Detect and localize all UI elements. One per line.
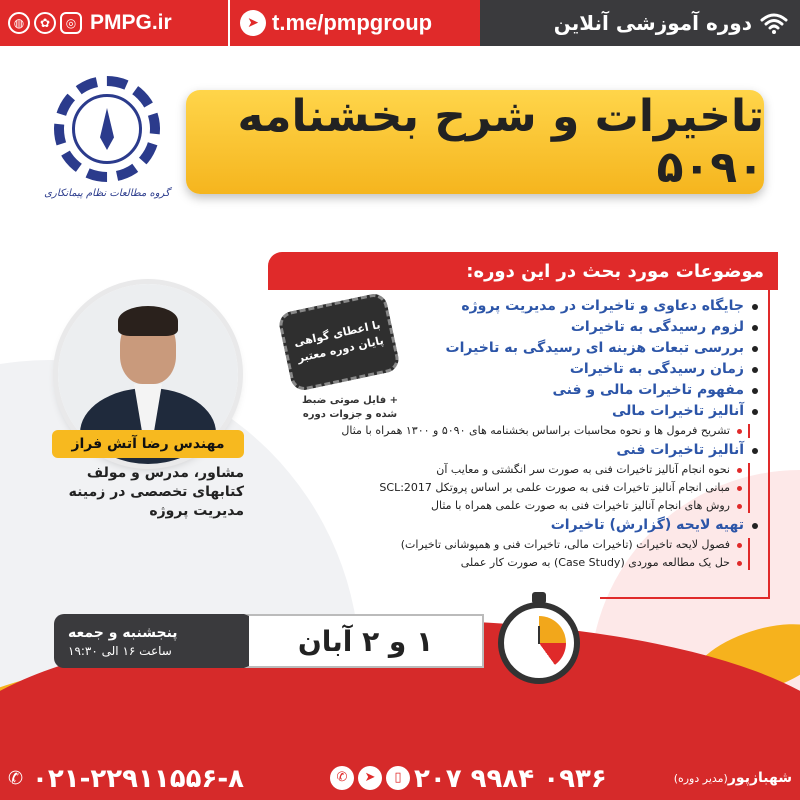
whatsapp-icon[interactable]: ✆: [330, 766, 354, 790]
aparat-icon: ✿: [34, 12, 56, 34]
telegram-icon[interactable]: ➤: [358, 766, 382, 790]
subtopic-item: روش های انجام آنالیز تاخیرات فنی به صورت علمی همراه با مثال: [278, 497, 758, 515]
subtopic-item: فصول لایحه تاخیرات (تاخیرات مالی، تاخیرات فنی و همپوشانی تاخیرات): [278, 536, 758, 554]
course-title: تاخیرات و شرح بخشنامه ۵۰۹۰: [237, 91, 764, 193]
contact-role: (مدیر دوره): [673, 772, 728, 785]
photo-hair: [118, 306, 178, 336]
subtopic-item: حل یک مطالعه موردی (Case Study) به صورت کار عملی: [278, 554, 758, 572]
topics-divider: [600, 597, 770, 599]
topic-item: تهیه لایحه (گزارش) تاخیرات: [278, 515, 758, 536]
topics-divider: [768, 290, 770, 598]
topic-item: آنالیز تاخیرات فنی: [278, 440, 758, 461]
topic-item: بررسی تبعات هزینه ای رسیدگی به تاخیرات: [278, 338, 758, 359]
logo-caption: گروه مطالعات نظام پیمانکاری: [44, 188, 170, 199]
instagram-icon: ◎: [60, 12, 82, 34]
subtopic-item: تشریح فرمول ها و نحوه محاسبات براساس بخشنامه های ۵۰۹۰ و ۱۳۰۰ همراه با مثال: [278, 422, 758, 440]
contact-name: شهبازپور: [727, 770, 792, 786]
telegram-icon: ➤: [240, 10, 266, 36]
wifi-icon: [760, 11, 788, 35]
topic-item: لزوم رسیدگی به تاخیرات: [278, 317, 758, 338]
subtopic-item: نحوه انجام آنالیز تاخیرات فنی به صورت سر انگشتی و معایب آن: [278, 461, 758, 479]
topics-heading-bar: [268, 252, 778, 290]
course-type-label: [480, 0, 800, 46]
mobile-phone[interactable]: ۰۹۳۶ ۹۹۸۴ ۲۰۷: [414, 764, 607, 794]
topic-item: جایگاه دعاوی و تاخیرات در مدیریت پروژه: [278, 296, 758, 317]
schedule-days: پنجشنبه و جمعه: [68, 624, 178, 641]
subtopic-group: [278, 536, 758, 572]
globe-icon: ◍: [8, 12, 30, 34]
presenter-name-bar: [52, 430, 244, 458]
messenger-icons: [330, 766, 410, 790]
topic-item: آنالیز تاخیرات مالی: [278, 401, 758, 422]
top-bar: [0, 0, 800, 46]
telegram-text: t.me/pmpgroup: [272, 10, 433, 35]
schedule-date: ۱ و ۲ آبان: [297, 624, 434, 658]
organization-logo: [42, 76, 172, 216]
stopwatch-icon: [494, 592, 586, 684]
office-phone[interactable]: ۰۲۱-۲۲۹۱۱۵۵۶-۸: [32, 764, 245, 794]
course-type-text: دوره آموزشی آنلاین: [553, 11, 752, 35]
topic-item: زمان رسیدگی به تاخیرات: [278, 359, 758, 380]
schedule-days-time: [54, 614, 244, 668]
subtopic-item: مبانی انجام آنالیز تاخیرات فنی به صورت علمی بر اساس پروتکل SCL:2017: [278, 479, 758, 497]
subtopic-group: [278, 461, 758, 515]
schedule-date-box: [244, 614, 484, 668]
footer-contact: [0, 756, 800, 800]
telegram-link[interactable]: [228, 0, 480, 46]
title-banner: [186, 90, 764, 194]
website-text: PMPG.ir: [90, 11, 172, 34]
schedule-time: ساعت ۱۶ الی ۱۹:۳۰: [68, 643, 172, 658]
website-link[interactable]: [0, 0, 228, 46]
materials-note: + فایل صوتی ضبط شده و جزوات دوره: [301, 395, 399, 420]
phone-icon: ✆: [8, 768, 24, 789]
presenter-name: مهندس رضا آتش فراز: [71, 436, 225, 452]
mobile-icon[interactable]: ▯: [386, 766, 410, 790]
subtopic-group: [278, 422, 758, 440]
topic-item: مفهوم تاخیرات مالی و فنی: [278, 380, 758, 401]
contact-person: [674, 770, 792, 786]
certificate-text: با اعطای گواهی پایان دوره معتبر: [292, 318, 385, 365]
stopwatch-hand: [538, 626, 540, 644]
topics-heading: موضوعات مورد بحث در این دوره:: [466, 260, 764, 282]
presenter-role: مشاور، مدرس و مولف کتابهای تخصصی در زمینه مدیریت پروژه: [68, 465, 244, 519]
